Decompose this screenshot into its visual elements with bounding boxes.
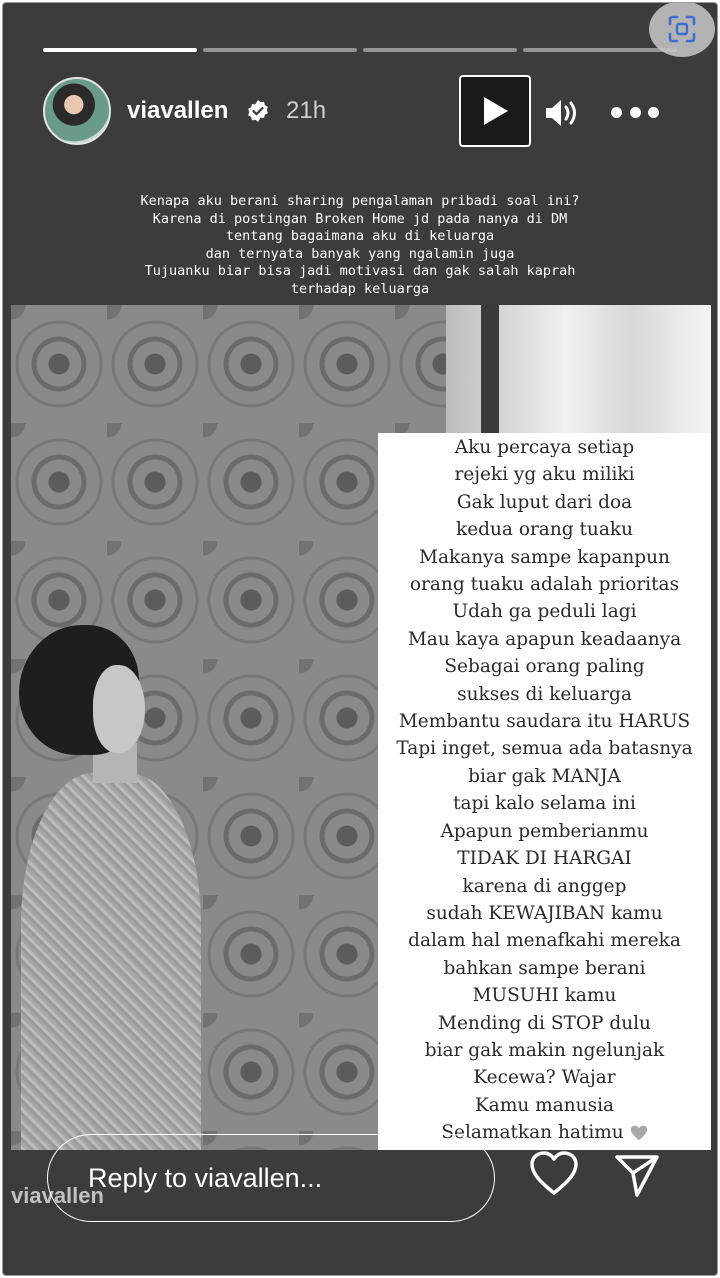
username[interactable]: viavallen (127, 97, 229, 124)
caption-line: Karena di postingan Broken Home jd pada nanya di DM (152, 210, 568, 227)
poem-line: bahkan sampe berani (443, 957, 646, 979)
poem-line: kedua orang tuaku (456, 519, 633, 541)
poem-text-box (378, 433, 711, 1150)
send-icon[interactable] (613, 1151, 661, 1199)
scan-icon (667, 14, 697, 44)
story-progress-bar (43, 48, 677, 52)
more-icon (611, 107, 622, 118)
poem-line: karena di anggep (462, 875, 627, 897)
poem-line: sudah KEWAJIBAN kamu (426, 902, 663, 924)
poem-line: Selamatkan hatimu (378, 1119, 711, 1146)
caption-line: Kenapa aku berani sharing pengalaman pribadi soal ini? (140, 193, 580, 209)
poem-line: biar gak makin ngelunjak (424, 1039, 665, 1061)
poem-line: dalam hal menafkahi mereka (408, 930, 681, 952)
poem-line: Mending di STOP dulu (438, 1012, 651, 1034)
poem-line: Mau kaya apapun keadaanya (407, 628, 682, 650)
poem-line: Membantu saudara itu HARUS (398, 711, 691, 733)
caption-line: tentang bagaimana aku di keluarga (225, 228, 495, 244)
poem-line: Sebagai orang paling (444, 656, 645, 678)
reply-input[interactable] (88, 1160, 468, 1196)
progress-segment (363, 48, 517, 52)
story-header (43, 77, 677, 147)
progress-segment (523, 48, 677, 52)
poem-line: Makanya sampe kapanpun (419, 546, 670, 568)
scan-button[interactable] (649, 2, 715, 57)
reply-field[interactable] (47, 1134, 495, 1222)
story-caption (3, 193, 717, 298)
poem-line: Aku percaya setiap (454, 437, 635, 458)
heart-emoji-icon (630, 1124, 648, 1142)
poem-line: MUSUHI kamu (472, 985, 617, 1007)
poem-line: Kecewa? Wajar (473, 1067, 616, 1089)
speaker-icon[interactable] (543, 95, 579, 131)
progress-segment (43, 48, 197, 52)
story-viewer (2, 2, 718, 1276)
watermark: viavallen (11, 1183, 104, 1208)
poem-line: tapi kalo selama ini (453, 793, 636, 815)
poem-line: TIDAK DI HARGAI (457, 848, 632, 870)
poem-line: Tapi inget, semua ada batasnya (396, 738, 693, 760)
poem-line: orang tuaku adalah prioritas (409, 574, 680, 596)
avatar[interactable] (43, 77, 111, 145)
progress-segment (203, 48, 357, 52)
play-button[interactable] (459, 75, 531, 147)
poem-line: Kamu manusia (474, 1094, 615, 1116)
verified-badge-icon (246, 99, 270, 123)
caption-line: Tujuanku biar bisa jadi motivasi dan gak salah kaprah (144, 263, 576, 279)
poem-line: Apapun pemberianmu (440, 820, 649, 842)
caption-line: dan ternyata banyak yang ngalamin juga (205, 245, 515, 262)
play-icon (480, 95, 510, 127)
poem-line: biar gak MANJA (468, 765, 621, 787)
caption-line: terhadap keluarga (290, 280, 430, 297)
poem-line: Udah ga peduli lagi (452, 601, 637, 623)
poem-line: Gak luput dari doa (456, 491, 633, 513)
curtain (481, 305, 499, 445)
poem-text (378, 433, 711, 1147)
woman-figure (11, 625, 251, 1150)
more-options-button[interactable] (611, 97, 659, 127)
post-time: 21h (286, 97, 327, 124)
poem-line: rejeki yg aku miliki (454, 464, 635, 486)
heart-icon[interactable] (529, 1151, 579, 1197)
poem-line: sukses di keluarga (457, 683, 632, 705)
